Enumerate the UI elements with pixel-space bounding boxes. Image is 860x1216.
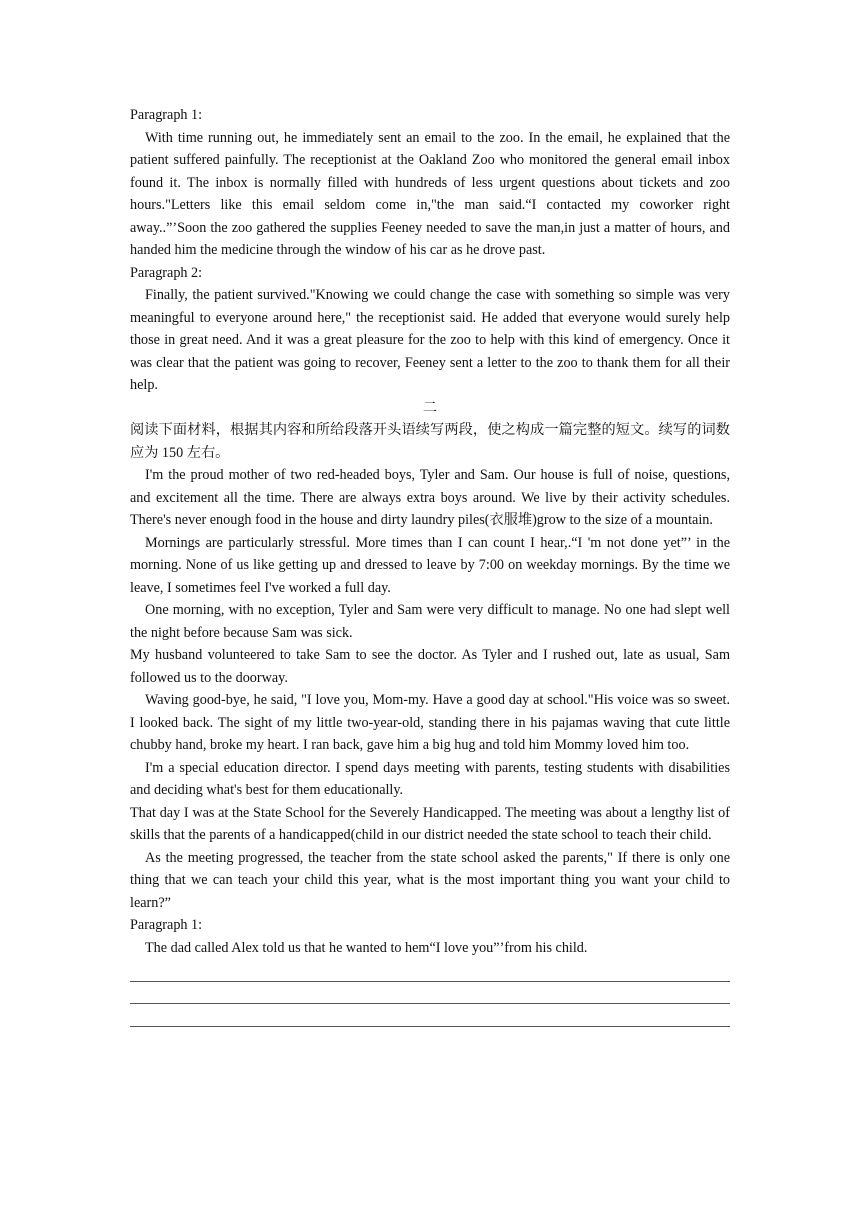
continuation-paragraph1-start: The dad called Alex told us that he wanted to hem“I love you”’from his child. [145, 939, 588, 956]
answer-line[interactable] [130, 1004, 730, 1027]
story-paragraph: I'm a special education director. I spend days meeting with parents, testing students with disabilities and deciding what's best for them educationally. [130, 759, 730, 798]
answer-line[interactable] [130, 959, 730, 982]
section1-paragraph2-label: Paragraph 2: [130, 264, 203, 281]
story-paragraph: Waving good-bye, he said, "I love you, Mom-my. Have a good day at school."His voice was so sweet. I looked back. The sight of my little two-year-old, standing there in his pajamas waving that cute little chubby hand, broke my heart. I ran back, gave him a big hug and told him Mommy loved him too. [130, 692, 730, 753]
story-paragraph: Mornings are particularly stressful. More times than I can count I hear,.“I 'm not done yet”’ in the morning. None of us like getting up and dressed to leave by 7:00 on weekday mornings. By the time we leave, I sometimes feel I've worked a full day. [130, 534, 730, 596]
section1-paragraph1-label: Paragraph 1: [130, 107, 203, 123]
answer-line[interactable] [130, 982, 730, 1005]
section2-instructions: 阅读下面材料，根据其内容和所给段落开头语续写两段，使之构成一篇完整的短文。续写的词数应为 150 左右。 [130, 422, 730, 461]
document-page [130, 104, 730, 1027]
story-paragraph: As the meeting progressed, the teacher from the state school asked the parents," If there is only one thing that we can teach your child this year, what is the most important thing you want your child to learn?” [130, 849, 730, 911]
section1-paragraph1-text: With time running out, he immediately sent an email to the zoo. In the email, he explained that the patient suffered painfully. The receptionist at the Oakland Zoo who monitored the general email inbox found it. The inbox is normally filled with hundreds of less urgent questions about tickets and zoo hours."Letters like this email seldom come in,"the man said.“I contacted my coworker right away..”’Soon the zoo gathered the supplies Feeney needed to save the man,in just a matter of hours, and handed him the medicine through the window of his car as he drove past. [130, 129, 730, 258]
continuation-paragraph1-label: Paragraph 1: [130, 917, 203, 933]
section2-heading: 二 [422, 399, 438, 416]
section1-paragraph2-text: Finally, the patient survived."Knowing we could change the case with something so simple was very meaningful to everyone around here," the receptionist said. He added that everyone would surely help those in great need. And it was a great pleasure for the zoo to help with this kind of emergency. Once it was clear that the patient was going to recover, Feeney sent a letter to the zoo to thank them for all their help. [130, 287, 730, 393]
story-paragraph: One morning, with no exception, Tyler and Sam were very difficult to manage. No one had slept well the night before because Sam was sick. [130, 602, 730, 641]
story-paragraph: That day I was at the State School for the Severely Handicapped. The meeting was about a lengthy list of skills that the parents of a handicapped(child in our district needed the state school to teach their child. [130, 804, 730, 843]
story-paragraph: I'm the proud mother of two red-headed boys, Tyler and Sam. Our house is full of noise, questions, and excitement all the time. There are always extra boys around. We live by their activity schedules. There's never enough food in the house and dirty laundry piles(衣服堆)grow to the size of a mountain. [130, 467, 730, 528]
story-paragraph: My husband volunteered to take Sam to see the doctor. As Tyler and I rushed out, late as usual, Sam followed us to the doorway. [130, 647, 730, 686]
